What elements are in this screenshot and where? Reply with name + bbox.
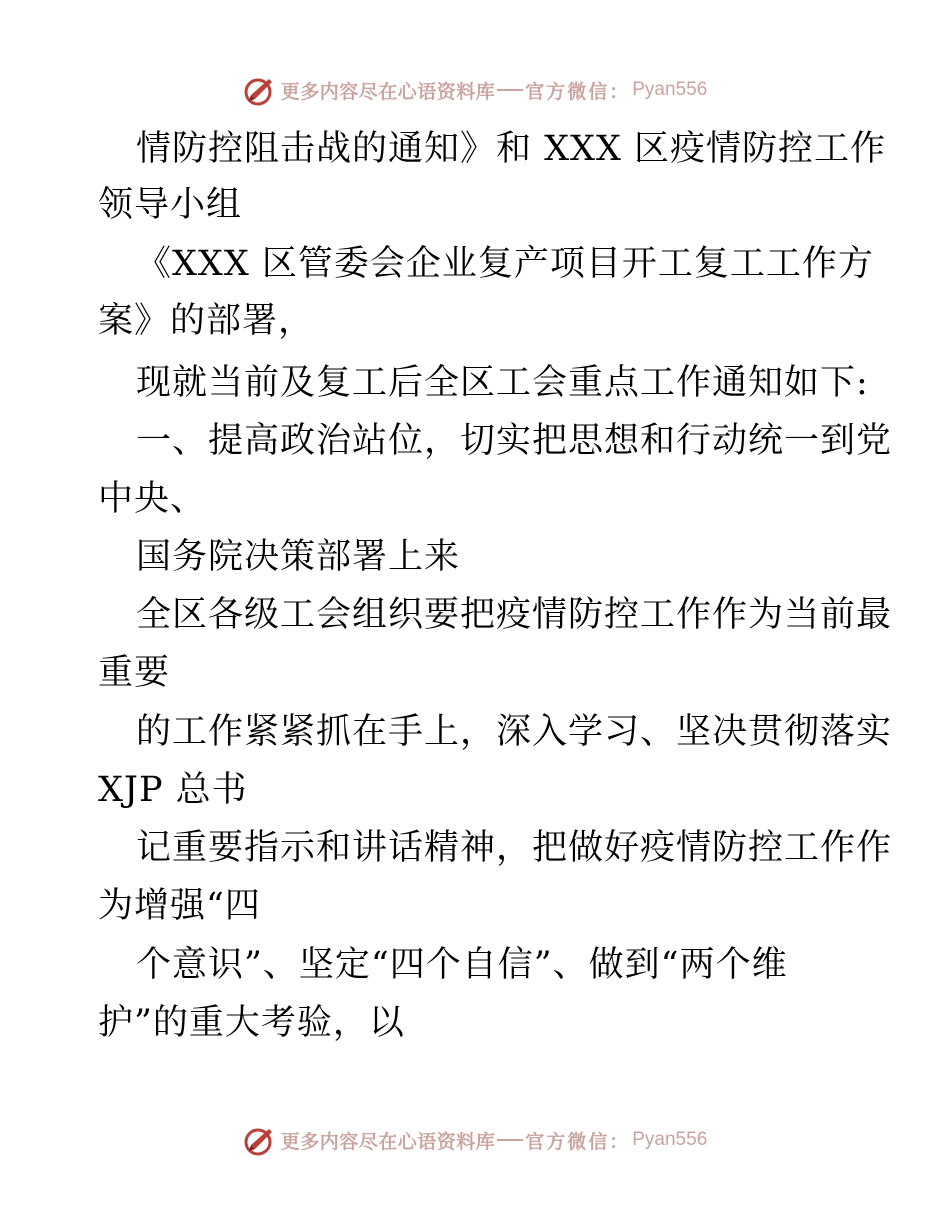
watermark-text: 更多内容尽在心语资料库 [280, 1130, 496, 1153]
body-line: 国务院决策部署上来 [136, 537, 461, 577]
watermark-wechat-id: Pyan556 [632, 79, 708, 100]
footer-watermark [0, 1120, 950, 1160]
watermark-wechat-label: 官方微信： [525, 80, 631, 103]
body-line: 记重要指示和讲话精神，把做好疫情防控工作作 [136, 828, 893, 868]
body-line: 为增强“四 [98, 886, 261, 926]
watermark-wechat-id: Pyan556 [632, 1129, 708, 1150]
body-line: 案》的部署， [98, 301, 315, 341]
body-line: 个意识”、坚定“四个自信”、做到“两个维 [136, 945, 788, 985]
header-watermark [0, 70, 950, 110]
body-line: 《XXX 区管委会企业复产项目开工复工工作方 [136, 244, 874, 284]
watermark-text: 更多内容尽在心语资料库 [280, 80, 496, 103]
pen-logo-icon [243, 73, 277, 107]
body-line: 中央、 [98, 479, 207, 519]
watermark-wechat-label: 官方微信： [525, 1130, 631, 1153]
pen-logo-icon [243, 1123, 277, 1157]
watermark-dash [497, 1139, 523, 1141]
body-line: XJP 总书 [98, 770, 248, 810]
body-line: 重要 [98, 653, 171, 693]
body-line: 护”的重大考验，以 [98, 1003, 405, 1043]
body-line: 的工作紧紧抓在手上，深入学习、坚决贯彻落实 [136, 712, 893, 752]
body-line: 现就当前及复工后全区工会重点工作通知如下: [136, 363, 869, 403]
body-line: 情防控阻击战的通知》和 XXX 区疫情防控工作 [136, 129, 887, 169]
body-line: 领导小组 [98, 185, 243, 225]
body-line: 全区各级工会组织要把疫情防控工作作为当前最 [136, 595, 893, 635]
body-line: 一、提高政治站位，切实把思想和行动统一到党 [136, 421, 893, 461]
watermark-dash [497, 89, 523, 91]
